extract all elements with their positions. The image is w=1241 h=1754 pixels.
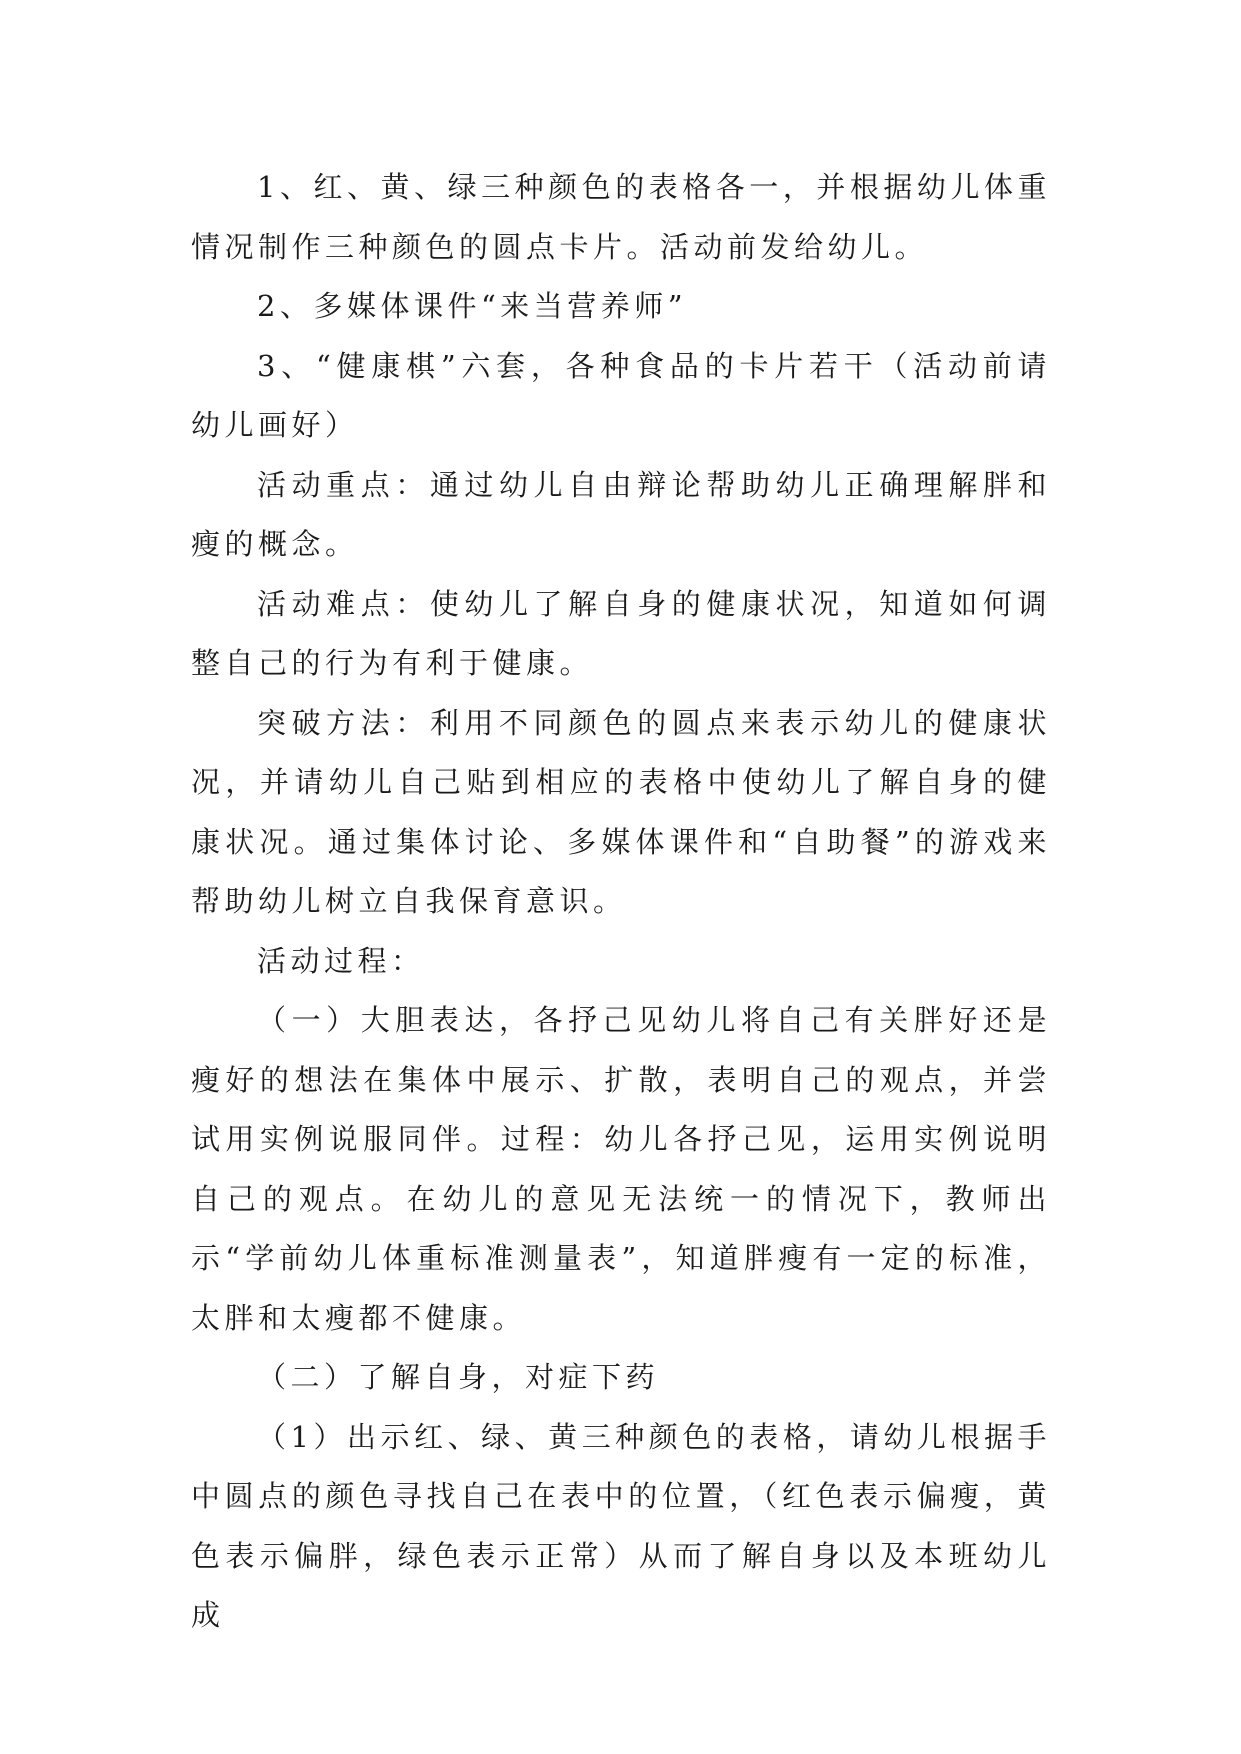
paragraph-materials-2: 2、多媒体课件“来当营养师”: [257, 289, 688, 323]
paragraph-step-two-detail: （1）出示红、绿、黄三种颜色的表格，请幼儿根据手中圆点的颜色寻找自己在表中的位置，（红色表示偏瘦，黄色表示偏胖，绿色表示正常）从而了解自身以及本班幼儿成: [191, 1419, 1051, 1632]
paragraph-difficulty: 活动难点：使幼儿了解自身的健康状况，知道如何调整自己的行为有利于健康。: [191, 586, 1051, 680]
paragraph-materials-1: 1、红、黄、绿三种颜色的表格各一，并根据幼儿体重情况制作三种颜色的圆点卡片。活动前发给幼儿。: [191, 170, 1051, 264]
paragraph-process-heading: 活动过程：: [257, 943, 425, 978]
paragraph-step-two-heading: （二）了解自身，对症下药: [257, 1360, 660, 1394]
paragraph-materials-3: 3、“健康棋”六套，各种食品的卡片若干（活动前请幼儿画好）: [191, 348, 1051, 442]
paragraph-method: 突破方法：利用不同颜色的圆点来表示幼儿的健康状况，并请幼儿自己贴到相应的表格中使幼儿了解自身的健康状况。通过集体讨论、多媒体课件和“自助餐”的游戏来帮助幼儿树立自我保育意识。: [191, 705, 1051, 918]
paragraph-step-one: （一）大胆表达，各抒己见幼儿将自己有关胖好还是瘦好的想法在集体中展示、扩散，表明自己的观点，并尝试用实例说服同伴。过程：幼儿各抒己见，运用实例说明自己的观点。在幼儿的意见无法统一的情况下，教师出示“学前幼儿体重标准测量表”，知道胖瘦有一定的标准，太胖和太瘦都不健康。: [191, 1003, 1051, 1335]
document-body: [191, 158, 1051, 1646]
paragraph-key-point: 活动重点：通过幼儿自由辩论帮助幼儿正确理解胖和瘦的概念。: [191, 467, 1051, 561]
